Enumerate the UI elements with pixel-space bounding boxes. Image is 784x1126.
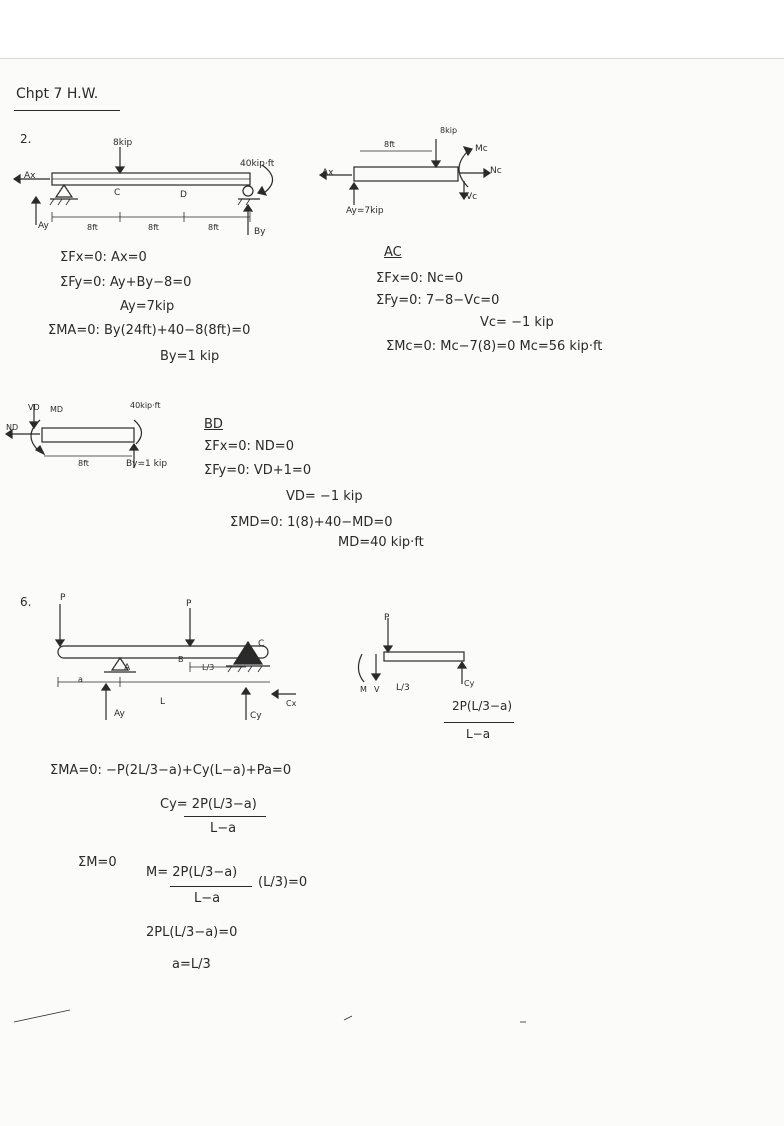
c-label: C	[258, 639, 265, 649]
load-label: 8kip	[440, 126, 458, 135]
vc-label: Vc	[466, 192, 478, 202]
equation: ΣFx=0: ND=0	[204, 439, 294, 454]
a-label: A	[124, 663, 131, 673]
segment-label: 8ft	[87, 223, 98, 232]
equation: Vc= −1 kip	[480, 315, 554, 330]
equation: ΣFy=0: 7−8−Vc=0	[376, 293, 500, 308]
pin-support-a	[56, 185, 72, 197]
ax-label: Ax	[322, 168, 334, 178]
moment-label: 40kip·ft	[240, 159, 275, 169]
equation: ΣFx=0: Nc=0	[376, 271, 464, 286]
p-label: P	[186, 599, 192, 609]
equation: By=1 kip	[160, 349, 220, 364]
moment-label: 40kip·ft	[130, 401, 161, 410]
p-label: P	[384, 613, 390, 623]
page-marks	[0, 1000, 784, 1125]
dim-a-label: a	[78, 675, 83, 684]
equation: L−a	[194, 891, 221, 906]
distance-label: 8ft	[78, 459, 89, 468]
ay-label: Ay	[38, 221, 49, 231]
moment-arrow	[262, 165, 273, 193]
l3-label: L/3	[202, 663, 215, 672]
l3-label: L/3	[396, 683, 410, 693]
svg-text:C: C	[114, 188, 121, 198]
problem-number: 6.	[20, 595, 32, 609]
by-label: By	[254, 227, 266, 237]
segment-label: 8ft	[208, 223, 219, 232]
cy-label: Cy	[250, 711, 262, 721]
equation: VD= −1 kip	[286, 489, 363, 504]
p-label: P	[60, 593, 66, 603]
equation: MD=40 kip·ft	[338, 535, 424, 550]
cy-fraction-denominator: L−a	[466, 727, 491, 741]
section-heading: BD	[204, 417, 223, 432]
b-label: B	[178, 655, 184, 664]
equation: (L/3)=0	[258, 875, 308, 890]
fraction-bar	[444, 722, 514, 723]
equation: ΣFy=0: VD+1=0	[204, 463, 312, 478]
equation: ΣFy=0: Ay+By−8=0	[60, 275, 192, 290]
beam-section-bd	[42, 428, 134, 442]
ay-label: Ay	[114, 709, 125, 719]
moment-arrow	[134, 420, 142, 444]
fraction-bar	[184, 816, 266, 817]
load-label: 8kip	[113, 138, 133, 148]
cy-fraction-numerator: 2P(L/3−a)	[452, 699, 513, 713]
equation: L−a	[210, 821, 237, 836]
m-label: M	[360, 685, 367, 694]
equation: Cy= 2P(L/3−a)	[160, 797, 257, 812]
equation: 2PL(L/3−a)=0	[146, 925, 238, 940]
cx-label: Cx	[286, 699, 297, 708]
fraction-bar	[170, 886, 252, 887]
cy-label: Cy	[464, 679, 475, 688]
segment-label: 8ft	[148, 223, 159, 232]
equation: M= 2P(L/3−a)	[146, 865, 238, 880]
equation: Ay=7kip	[120, 299, 175, 314]
by-label: By=1 kip	[126, 459, 168, 469]
beam-section-ac	[354, 167, 458, 181]
ay-label: Ay=7kip	[346, 206, 384, 216]
section-heading: AC	[384, 245, 402, 260]
vd-label: VD	[28, 403, 40, 412]
equation: ΣFx=0: Ax=0	[60, 250, 147, 265]
nd-label: ND	[6, 423, 19, 432]
page-title: Chpt 7 H.W.	[16, 86, 99, 102]
bleed-through-shading	[470, 250, 720, 550]
mc-arrow	[459, 151, 468, 187]
svg-text:D: D	[180, 190, 187, 200]
title-underline	[14, 110, 120, 111]
mc-label: Mc	[475, 144, 488, 154]
problem-number: 2.	[20, 132, 32, 146]
equation: ΣMA=0: −P(2L/3−a)+Cy(L−a)+Pa=0	[50, 763, 292, 778]
m-arrow	[358, 654, 364, 682]
beam-diagram-p6	[40, 590, 310, 730]
distance-label: 8ft	[384, 140, 395, 149]
dim-l-label: L	[160, 697, 166, 707]
md-label: MD	[50, 405, 64, 414]
equation: a=L/3	[172, 957, 211, 972]
nc-label: Nc	[490, 166, 502, 176]
equation: ΣMA=0: By(24ft)+40−8(8ft)=0	[48, 323, 251, 338]
roller-support-b	[243, 186, 253, 196]
beam-section	[384, 652, 464, 661]
beam	[58, 646, 268, 658]
v-label: V	[374, 685, 380, 694]
fbd-section-p6	[350, 614, 480, 694]
equation: ΣMD=0: 1(8)+40−MD=0	[230, 515, 393, 530]
ax-label: Ax	[24, 171, 36, 181]
equation: ΣM=0	[78, 855, 117, 870]
equation: ΣMc=0: Mc−7(8)=0 Mc=56 kip·ft	[386, 339, 603, 354]
